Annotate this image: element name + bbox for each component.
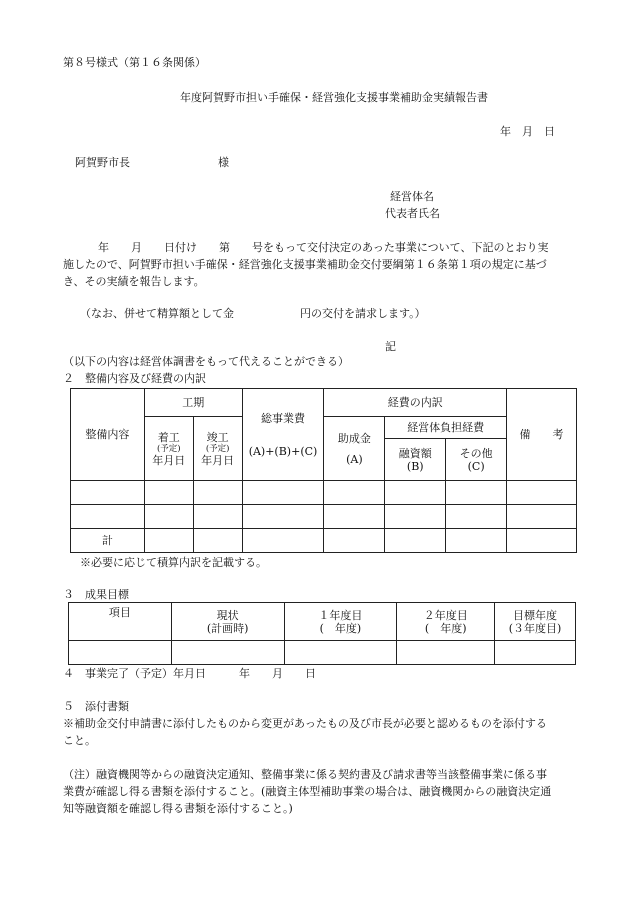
current-sub: (計画時) [206,621,249,635]
header-target-year [495,603,576,641]
target-sub: (３年度目) [508,621,562,635]
header-current [171,603,284,641]
target-table [68,602,576,665]
body-paragraph-line3: き、その実績を報告します。 [63,275,205,288]
table-cell[interactable] [324,529,385,553]
subsidy-label: 助成金 [337,431,371,445]
table-cell[interactable] [446,481,507,505]
table-cell[interactable] [144,529,193,553]
table-cell[interactable] [397,641,495,665]
subsidy-a: (A) [346,452,363,466]
section5-line1: ※補助金交付申請書に添付したものから変更があったもの及び市長が必要と認めるものを添付する [63,717,547,730]
end-ymd: 年月日 [201,453,235,467]
start-ymd: 年月日 [152,453,186,467]
table-cell[interactable] [385,505,446,529]
ki-marker: 記 [385,340,396,353]
table-cell[interactable] [446,505,507,529]
table-cell[interactable] [385,529,446,553]
loan-label: 融資額 [398,446,432,460]
table-cell[interactable] [193,505,242,529]
section5-heading: ５ 添付書類 [63,700,129,713]
table-cell[interactable] [284,641,397,665]
table-cell[interactable] [324,481,385,505]
target-label: 目標年度 [513,608,558,622]
table-cell[interactable] [242,481,324,505]
table-cell[interactable] [193,529,242,553]
entity-name-label: 経営体名 [390,190,434,203]
header-item: 項目 [69,603,172,641]
total-row [71,529,577,553]
header-period: 工期 [144,389,242,417]
expense-breakdown-table [70,388,577,553]
total-cost-formula: (A)+(B)+(C) [248,444,318,458]
form-number: 第８号様式（第１６条関係） [63,56,206,69]
section5-line2: こと。 [63,734,96,747]
header-end [193,417,242,481]
table-cell[interactable] [324,505,385,529]
end-label: 竣工 [206,430,229,444]
header-burden: 経営体負担経費 [385,417,507,439]
year2-sub: ( 年度) [424,621,467,635]
footnote-line2: 業費が確認し得る書類を添付すること。(融資主体型補助事業の場合は、融資機関からの融資決定通 [63,785,552,798]
header-other [446,439,507,481]
table-cell[interactable] [507,529,577,553]
other-c: (C) [467,459,485,473]
date-line: 年 月 日 [500,125,555,138]
section2-note: ※必要に応じて積算内訳を記載する。 [80,556,267,569]
table-cell[interactable] [242,505,324,529]
body-paragraph-line2: 施したので、阿賀野市担い手確保・経営強化支援事業補助金交付要綱第１６条第１項の規定に基づ [63,258,547,271]
table-cell[interactable] [171,641,284,665]
table-cell[interactable] [507,505,577,529]
body-paragraph-line1: 年 月 日付け 第 号をもって交付決定のあった事業について、下記のとおり実 [98,241,549,254]
header-start [144,417,193,481]
end-planned: (予定) [205,443,230,454]
section3-heading: ３ 成果目標 [63,588,129,601]
table-cell[interactable] [507,481,577,505]
table-cell[interactable] [144,505,193,529]
start-label: 着工 [157,430,180,444]
header-breakdown: 経費の内訳 [324,389,507,417]
table-cell[interactable] [495,641,576,665]
table-row [71,505,577,529]
header-subsidy [324,417,385,481]
start-planned: (予定) [156,443,181,454]
section2-heading: ２ 整備内容及び経費の内訳 [63,372,206,385]
footnote-line1: （注）融資機関等からの融資決定通知、整備事業に係る契約書及び請求書等当該整備事業に係る事 [63,768,547,781]
table-cell[interactable] [69,641,172,665]
table-cell[interactable] [71,481,145,505]
settlement-note: （なお、併せて精算額として金 円の交付を請求します。） [80,307,426,320]
table-cell[interactable] [385,481,446,505]
header-content: 整備内容 [71,389,145,481]
document-title: 年度阿賀野市担い手確保・経営強化支援事業補助金実績報告書 [180,91,488,104]
table-row [69,641,576,665]
table-row [71,481,577,505]
header-year1 [284,603,397,641]
header-total-cost [242,389,324,481]
table-cell[interactable] [71,505,145,529]
total-cost-label: 総事業費 [261,411,306,425]
section4-completion-date: ４ 事業完了（予定）年月日 年 月 日 [63,667,316,680]
header-year2 [397,603,495,641]
year2-label: ２年度目 [423,608,468,622]
substitute-note: （以下の内容は経営体調書をもって代えることができる） [63,355,349,368]
table-cell[interactable] [144,481,193,505]
loan-b: (B) [406,459,424,473]
other-label: その他 [459,446,493,460]
footnote-line3: 知等融資額を確認し得る書類を添付すること。) [63,802,293,815]
year1-label: １年度目 [318,608,363,622]
table-cell[interactable] [242,529,324,553]
table-cell[interactable] [193,481,242,505]
total-label: 計 [71,529,145,553]
table-cell[interactable] [446,529,507,553]
header-remarks: 備 考 [507,389,577,481]
current-label: 現状 [216,608,239,622]
addressee: 阿賀野市長 様 [75,156,229,169]
header-loan [385,439,446,481]
representative-label: 代表者氏名 [385,207,440,220]
year1-sub: ( 年度) [319,621,362,635]
